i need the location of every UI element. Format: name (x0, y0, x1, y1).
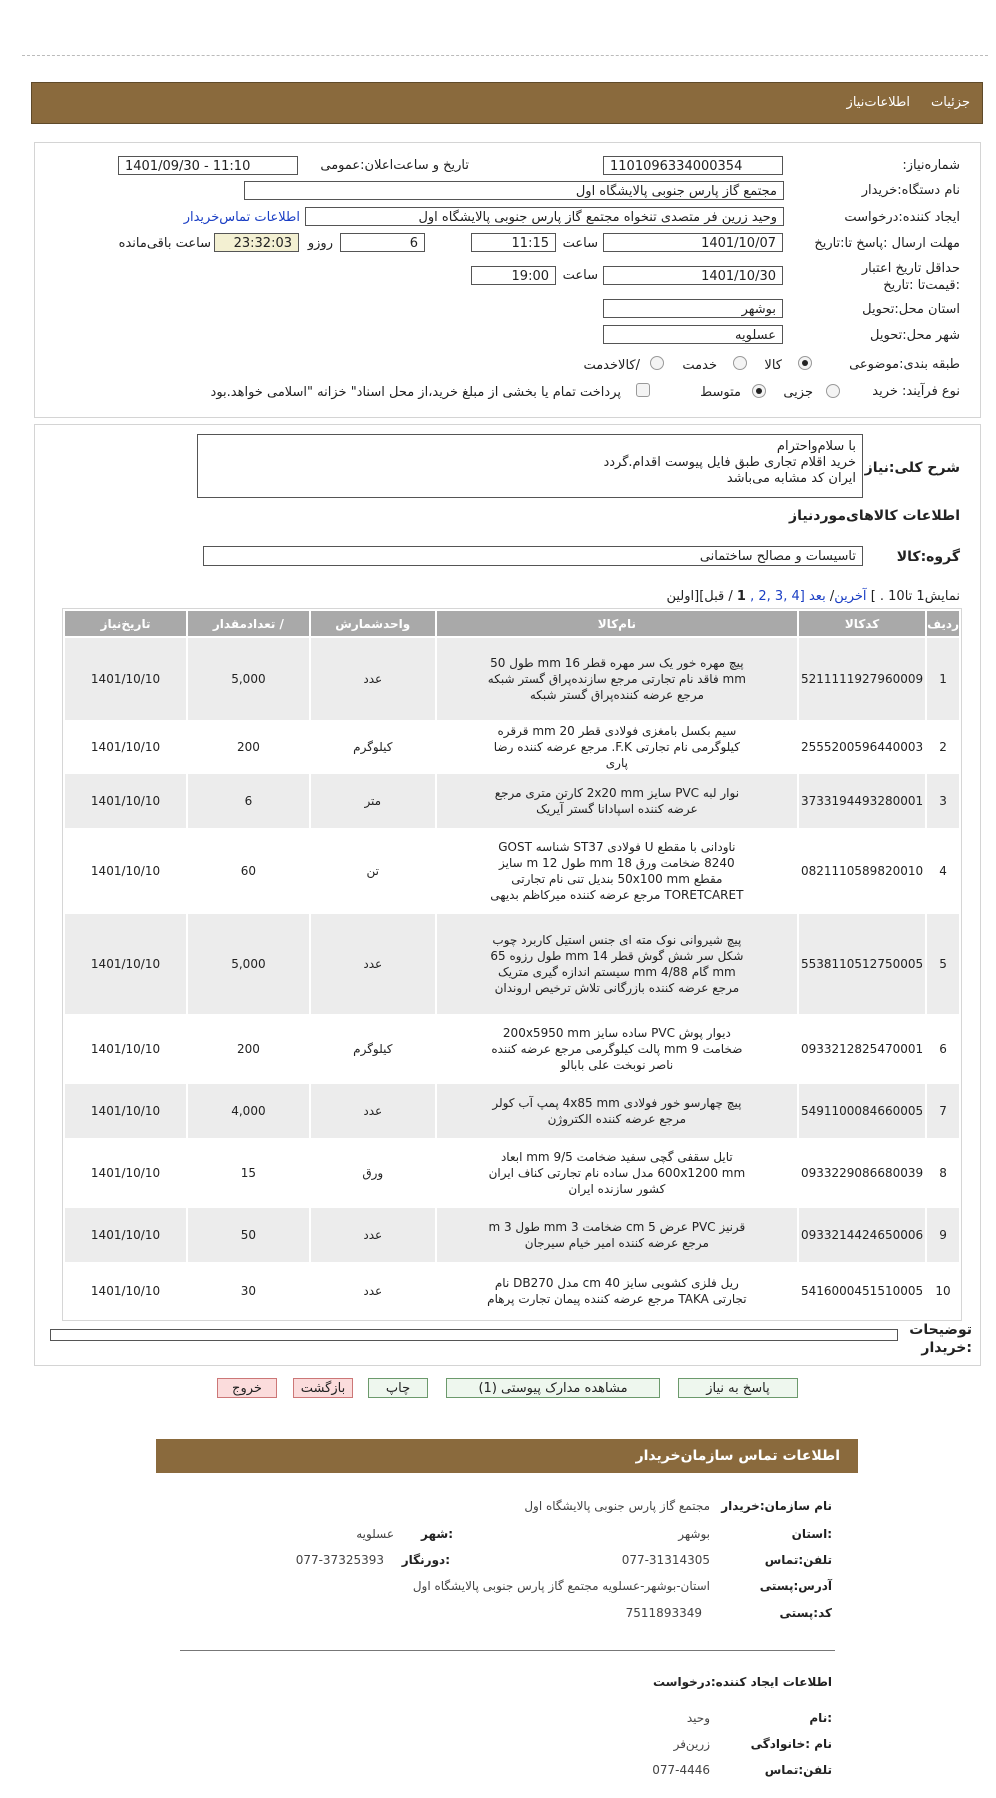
contact-postal-label: کد‌:پستی (779, 1606, 832, 1620)
creator-phone-value: 077-4446 (652, 1763, 710, 1777)
goods-table-header (65, 611, 959, 636)
quantity-cell: 200 (188, 722, 309, 772)
contact-city-value: عسلویه (356, 1527, 394, 1541)
unit-cell: کیلوگرم (311, 722, 435, 772)
need-date-cell: 1401/10/10 (65, 1208, 186, 1262)
row-number-cell: 1 (927, 638, 959, 720)
buyer-org-field: مجتمع گاز پارس جنوبی پالایشگاه اول (244, 181, 784, 200)
table-row (65, 1264, 959, 1318)
contact-address-label: آدرس‌:پستی (759, 1579, 832, 1593)
process-medium-label: متوسط (700, 385, 741, 400)
row-number-cell: 10 (927, 1264, 959, 1318)
item-name-cell: پیچ مهره خور یک سر مهره قطر 16 mm طول 50 mm فاقد نام تجارتی مرجع سازنده‌پراق گستر شبکه مرجع عرضه کننده‌پراق گستر شبکه (437, 638, 797, 720)
pagination-pages-links[interactable]: [4 ,3 ,2 , (750, 589, 805, 604)
creator-phone-label: تلفن‌:تماس (764, 1763, 832, 1777)
table-row (65, 1140, 959, 1206)
quantity-cell: 30 (188, 1264, 309, 1318)
treasury-payment-note: پرداخت تمام یا بخشی از مبلغ خرید،از محل اسناد" خزانه "اسلامی خواهد.بود (210, 385, 621, 400)
unit-cell: ورق (311, 1140, 435, 1206)
category-goods-service-radio[interactable] (650, 356, 664, 370)
category-service-radio[interactable] (733, 356, 747, 370)
category-goods-service-label: /کالاخدمت (583, 358, 640, 373)
days-label: روزو (307, 236, 333, 251)
row-number-cell: 7 (927, 1084, 959, 1138)
view-attachments-button[interactable]: مشاهده مدارک پیوستی (1) (446, 1378, 660, 1398)
col-need-date: تاریخ‌نیاز (65, 611, 186, 636)
contact-postal-value: 7511893349 (625, 1606, 702, 1620)
deadline-date-field: 1401/10/07 (603, 233, 783, 252)
process-type-label: نوع فرآیند: خرید (872, 384, 960, 399)
remaining-time-field: 23:32:03 (214, 233, 299, 252)
general-description-box (197, 434, 863, 498)
pagination-prefix: نمایش‌1 تا10 . ] (870, 589, 960, 604)
creator-family-value: زرین‌فر (673, 1737, 710, 1751)
creator-name-value: وحید (686, 1711, 710, 1725)
creator-name-label: :نام (809, 1711, 832, 1725)
contact-fax-value: 077-37325393 (295, 1553, 384, 1567)
table-row (65, 638, 959, 720)
item-name-cell: تایل سقفی گچی سفید ضخامت 9/5 mm ابعاد 600x1200 mm مدل ساده نام تجارتی کناف ایران کشور سازنده ایران (437, 1140, 797, 1206)
quantity-cell: 6 (188, 774, 309, 828)
contact-org-label: نام سازمان‌:خریدار (721, 1499, 832, 1513)
row-number-cell: 8 (927, 1140, 959, 1206)
category-label: طبقه بندی‌:موضوعی (849, 357, 960, 372)
contact-header-bar (156, 1439, 858, 1473)
creator-info-title: اطلاعات ایجاد کننده‌:درخواست (652, 1675, 832, 1689)
need-number-label: شماره‌نیاز: (902, 158, 960, 173)
need-date-cell: 1401/10/10 (65, 774, 186, 828)
col-row-number: ردیف (927, 611, 959, 636)
days-remaining-field: 6 (340, 233, 425, 252)
item-code-cell: 5538110512750005 (799, 914, 925, 1014)
contact-org-value: مجتمع گاز پارس جنوبی پالایشگاه اول (524, 1499, 710, 1513)
unit-cell: عدد (311, 914, 435, 1014)
item-code-cell: 2555200596440003 (799, 722, 925, 772)
item-name-cell: سیم بکسل بامغزی فولادی قطر 20 mm قرقره کیلوگرمی نام تجارتی F.K. مرجع عرضه کننده رضا پاری (437, 722, 797, 772)
contact-province-value: بوشهر (678, 1527, 710, 1541)
unit-cell: کیلوگرم (311, 1016, 435, 1082)
goods-group-label: گروه‌:کالا (896, 549, 960, 565)
col-item-code: کدکالا (799, 611, 925, 636)
deadline-time-field: 11:15 (471, 233, 556, 252)
process-minor-label: جزیی (783, 385, 813, 400)
creator-family-label: نام :خانوادگی (750, 1737, 832, 1751)
table-row (65, 722, 959, 772)
row-number-cell: 3 (927, 774, 959, 828)
goods-group-field: تاسیسات و مصالح ساختمانی (203, 546, 863, 566)
contact-province-label: :استان (791, 1527, 832, 1541)
process-minor-radio[interactable] (826, 384, 840, 398)
table-row (65, 774, 959, 828)
goods-info-title: اطلاعات کالاهای‌موردنیاز (789, 508, 960, 524)
remaining-time-label: ساعت باقی‌مانده (118, 236, 211, 251)
item-code-cell: 0933214424650006 (799, 1208, 925, 1262)
city-label: شهر محل‌:تحویل (870, 328, 960, 343)
pagination: نمایش‌1 تا10 . ] آخرین/ بعد [4 ,3 ,2 , 1 / قبل][اولین (666, 589, 960, 604)
deadline-time-label: ساعت (562, 236, 598, 251)
print-button[interactable]: چاپ (368, 1378, 428, 1398)
province-label: استان محل‌:تحویل (862, 302, 960, 317)
row-number-cell: 6 (927, 1016, 959, 1082)
city-field: عسلویه (603, 325, 783, 344)
item-code-cell: 5491100084660005 (799, 1084, 925, 1138)
item-code-cell: 0933212825470001 (799, 1016, 925, 1082)
item-name-cell: ناودانی با مقطع U فولادی ST37 شناسه GOST 8240 ضخامت ورق 18 mm طول 12 m سایز مقطع 50x100 mm بندیل تنی نام تجارتی TORETCARET مرجع عرضه کننده میرکاظم بدیهی (437, 830, 797, 912)
buyer-contact-link[interactable]: اطلاعات تماس‌خریدار (183, 210, 300, 225)
process-medium-radio[interactable] (752, 384, 766, 398)
pagination-next-link[interactable]: بعد (808, 589, 826, 604)
item-name-cell: قرنیز PVC عرض 5 cm ضخامت 3 mm طول 3 m مرجع عرضه کننده امیر خیام سیرجان (437, 1208, 797, 1262)
province-field: بوشهر (603, 299, 783, 318)
quantity-cell: 15 (188, 1140, 309, 1206)
table-row (65, 1016, 959, 1082)
contact-phone-value: 077-31314305 (621, 1553, 710, 1567)
unit-cell: عدد (311, 1264, 435, 1318)
need-number-field: 1101096334000354 (603, 156, 783, 175)
reply-to-need-button[interactable]: پاسخ به نیاز (678, 1378, 798, 1398)
goods-table (62, 608, 962, 1321)
unit-cell: متر (311, 774, 435, 828)
item-code-cell: 0933229086680039 (799, 1140, 925, 1206)
row-number-cell: 5 (927, 914, 959, 1014)
table-row (65, 1208, 959, 1262)
category-goods-radio[interactable] (798, 356, 812, 370)
general-description-label: شرح کلی:نیاز (864, 460, 960, 476)
contact-divider (180, 1650, 835, 1651)
buyer-notes-label: توضیحات :خریدار (909, 1322, 972, 1356)
quantity-cell: 4,000 (188, 1084, 309, 1138)
item-code-cell: 5416000451510005 (799, 1264, 925, 1318)
row-number-cell: 4 (927, 830, 959, 912)
col-item-name: نام‌کالا (437, 611, 797, 636)
item-name-cell: پیچ چهارسو خور فولادی 4x85 mm پمپ آب کولر مرجع عرضه کننده الکتروژن (437, 1084, 797, 1138)
contact-section-title: اطلاعات تماس سازمان‌خریدار (635, 1448, 840, 1464)
buyer-notes-box (50, 1329, 898, 1341)
unit-cell: تن (311, 830, 435, 912)
top-divider (22, 55, 988, 56)
quantity-cell: 200 (188, 1016, 309, 1082)
need-date-cell: 1401/10/10 (65, 1016, 186, 1082)
description-line-2: خرید اقلام تجاری طبق فایل پیوست اقدام.گردد (603, 455, 856, 470)
item-name-cell: ریل فلزی کشویی سایز 40 cm مدل DB270 نام تجارتی TAKA مرجع عرضه کننده پیمان تجارت پرهام (437, 1264, 797, 1318)
row-number-cell: 2 (927, 722, 959, 772)
exit-button[interactable]: خروج (217, 1378, 277, 1398)
item-code-cell: 5211111927960009 (799, 638, 925, 720)
contact-city-label: :شهر (421, 1527, 453, 1541)
col-unit: واحدشمارش (311, 611, 435, 636)
contact-fax-label: :دورنگار (401, 1553, 450, 1567)
need-date-cell: 1401/10/10 (65, 914, 186, 1014)
quantity-cell: 60 (188, 830, 309, 912)
quantity-cell: 5,000 (188, 914, 309, 1014)
category-service-label: خدمت (682, 358, 717, 373)
row-number-cell: 9 (927, 1208, 959, 1262)
table-row (65, 830, 959, 912)
creator-field: وحید زرین فر متصدی تنخواه مجتمع گاز پارس جنوبی پالایشگاه اول (305, 207, 784, 226)
unit-cell: عدد (311, 638, 435, 720)
need-date-cell: 1401/10/10 (65, 638, 186, 720)
validity-time-field: 19:00 (471, 266, 556, 285)
validity-date-field: 1401/10/30 (603, 266, 783, 285)
back-button[interactable]: بازگشت (293, 1378, 353, 1398)
item-code-cell: 0821110589820010 (799, 830, 925, 912)
table-row (65, 1084, 959, 1138)
pagination-current-page: 1 (736, 589, 746, 604)
item-name-cell: دیوار پوش PVC ساده سایز 200x5950 mm ضخامت 9 mm پالت کیلوگرمی مرجع عرضه کننده ناصر نوبخت علی بابالو (437, 1016, 797, 1082)
buyer-org-label: نام دستگاه‌:خریدار (861, 183, 960, 198)
need-date-cell: 1401/10/10 (65, 1084, 186, 1138)
quantity-cell: 50 (188, 1208, 309, 1262)
treasury-payment-checkbox[interactable] (636, 383, 650, 397)
creator-label: ایجاد کننده‌:درخواست (844, 210, 960, 225)
category-goods-label: کالا (764, 358, 782, 373)
contact-address-value: استان-بوشهر-عسلویه مجتمع گاز پارس جنوبی پالایشگاه اول (412, 1579, 710, 1593)
announce-datetime-field: 1401/09/30 - 11:10 (118, 156, 298, 175)
tab-need-info[interactable]: اطلاعات‌نیاز (846, 95, 910, 110)
col-quantity: / تعدادمقدار (188, 611, 309, 636)
tab-details[interactable]: جزئیات (931, 95, 970, 110)
unit-cell: عدد (311, 1208, 435, 1262)
item-name-cell: نوار لبه PVC سایز 2x20 mm کارتن متری مرجع عرضه کننده اسپادانا گستر آیریک (437, 774, 797, 828)
pagination-suffix: / قبل][اولین (666, 589, 733, 604)
announce-label: تاریخ و ساعت‌اعلان‌:عمومی (320, 158, 469, 173)
item-name-cell: پیچ شیروانی نوک مته ای جنس استیل کاربرد چوب شکل سر شش گوش قطر 14 mm طول رزوه 65 mm گام 4/88 mm سیستم اندازه گیری متریک مرجع عرضه کننده بازرگانی تلاش ترخیص اروندان (437, 914, 797, 1014)
need-date-cell: 1401/10/10 (65, 830, 186, 912)
need-date-cell: 1401/10/10 (65, 1140, 186, 1206)
pagination-last-link[interactable]: آخرین (834, 589, 867, 604)
validity-time-label: ساعت (562, 268, 598, 283)
unit-cell: عدد (311, 1084, 435, 1138)
page-header-bar (31, 82, 983, 124)
validity-label: حداقل تاریخ اعتبار :قیمت‌تا :تاریخ (861, 261, 960, 293)
deadline-label: مهلت ارسال :پاسخ تا‌:تاریخ (814, 236, 960, 251)
description-line-3: ایران کد مشابه می‌باشد (726, 471, 856, 486)
quantity-cell: 5,000 (188, 638, 309, 720)
need-date-cell: 1401/10/10 (65, 1264, 186, 1318)
description-line-1: با سلام‌واحترام (776, 439, 856, 454)
item-code-cell: 3733194493280001 (799, 774, 925, 828)
table-row (65, 914, 959, 1014)
need-date-cell: 1401/10/10 (65, 722, 186, 772)
contact-phone-label: تلفن‌:تماس (764, 1553, 832, 1567)
